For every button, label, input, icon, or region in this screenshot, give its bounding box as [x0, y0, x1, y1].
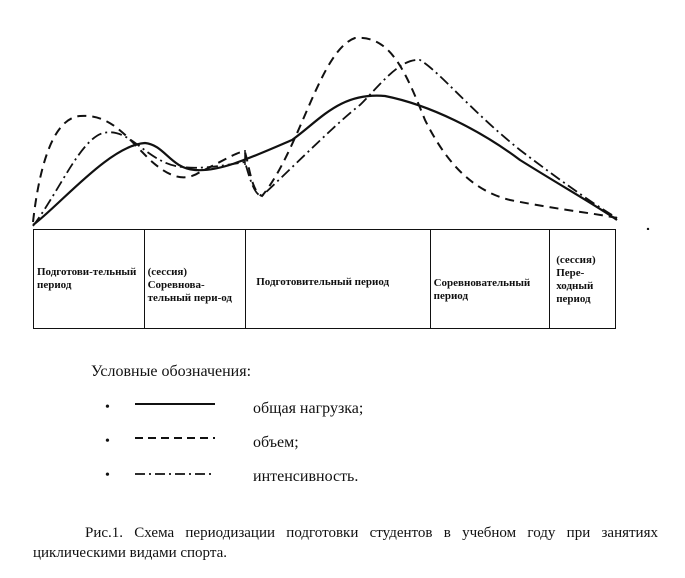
legend-label: интенсивность. — [253, 468, 359, 485]
axis-dot — [647, 228, 649, 230]
period-label: Подготови-тельный период — [37, 266, 137, 291]
period-preparatory-2 — [246, 230, 430, 328]
period-label: Пере-ходный период — [556, 267, 594, 305]
period-label: Соревновательный период — [433, 277, 531, 302]
legend-label: общая нагрузка; — [253, 400, 364, 417]
figure-caption: Рис.1. Схема периодизации подготовки студентов в учебном году при занятиях циклическими видами спорта. — [33, 525, 658, 561]
period-label: Подготовительный период — [256, 276, 390, 288]
dashed-line-icon — [135, 435, 215, 445]
periods-table — [33, 229, 616, 329]
bullet-icon: • — [105, 400, 110, 415]
dash-dot-line-icon — [135, 469, 215, 479]
volume-curve — [33, 38, 617, 222]
legend-item-intensity — [105, 468, 505, 488]
general-load-curve — [33, 96, 617, 225]
periodization-curves — [0, 0, 685, 230]
period-competitive-1 — [145, 230, 247, 328]
bullet-icon: • — [105, 434, 110, 449]
period-note: (сессия) — [556, 254, 596, 266]
period-label: Соревнова-тельный пери-од — [147, 279, 232, 304]
legend-item-volume — [105, 434, 505, 454]
period-preparatory-1 — [34, 230, 145, 328]
legend-title: Условные обозначения: — [91, 363, 252, 380]
legend-item-general-load — [105, 400, 505, 420]
period-note: (сессия) — [147, 266, 188, 278]
legend-label: объем; — [253, 434, 299, 451]
solid-line-icon — [135, 401, 215, 411]
period-transition — [550, 230, 615, 328]
intensity-curve — [33, 60, 617, 226]
bullet-icon: • — [105, 468, 110, 483]
period-competitive-2 — [431, 230, 551, 328]
